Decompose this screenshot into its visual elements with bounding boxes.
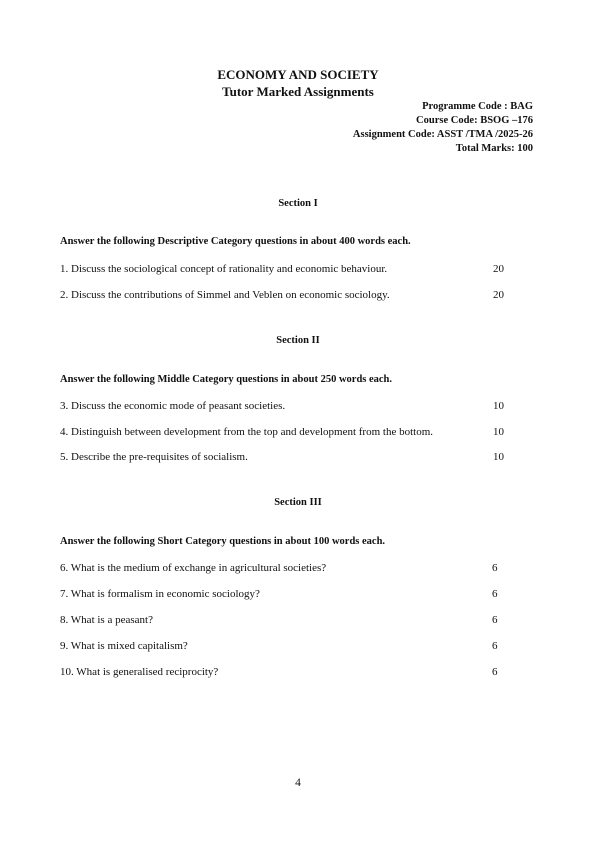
question-marks: 6 xyxy=(492,562,498,574)
question-text: 2. Discuss the contributions of Simmel and Veblen on economic sociology. xyxy=(60,289,390,301)
section-2-title: Section II xyxy=(276,335,320,346)
document-subtitle: Tutor Marked Assignments xyxy=(222,84,374,99)
question-marks: 20 xyxy=(493,263,504,275)
page-number: 4 xyxy=(295,777,301,789)
programme-code: Programme Code : BAG xyxy=(422,101,533,112)
question-marks: 6 xyxy=(492,640,498,652)
section-1-title: Section I xyxy=(278,198,318,209)
question-text: 6. What is the medium of exchange in agricultural societies? xyxy=(60,562,327,574)
document-title: ECONOMY AND SOCIETY xyxy=(217,67,379,82)
question-marks: 6 xyxy=(492,588,498,600)
section-3-title: Section III xyxy=(274,497,322,508)
question-marks: 6 xyxy=(492,614,498,626)
question-text: 10. What is generalised reciprocity? xyxy=(60,666,219,678)
assignment-code: Assignment Code: ASST /TMA /2025-26 xyxy=(352,129,533,140)
question-marks: 10 xyxy=(493,426,504,438)
section-2-instruction: Answer the following Middle Category questions in about 250 words each. xyxy=(60,374,393,385)
question-text: 8. What is a peasant? xyxy=(60,614,153,626)
section-3-instruction: Answer the following Short Category questions in about 100 words each. xyxy=(60,536,386,547)
question-text: 1. Discuss the sociological concept of rationality and economic behaviour. xyxy=(60,263,388,275)
question-marks: 20 xyxy=(493,289,504,301)
total-marks: Total Marks: 100 xyxy=(455,143,533,154)
question-marks: 6 xyxy=(492,666,498,678)
question-text: 5. Describe the pre-requisites of socialism. xyxy=(60,451,248,463)
section-1-instruction: Answer the following Descriptive Category questions in about 400 words each. xyxy=(60,236,411,247)
question-marks: 10 xyxy=(493,451,504,463)
question-marks: 10 xyxy=(493,400,504,412)
question-text: 9. What is mixed capitalism? xyxy=(60,640,188,652)
course-code: Course Code: BSOG –176 xyxy=(416,115,533,126)
question-text: 3. Discuss the economic mode of peasant societies. xyxy=(60,400,286,412)
question-text: 4. Distinguish between development from the top and development from the bottom. xyxy=(60,426,434,438)
question-text: 7. What is formalism in economic sociology? xyxy=(60,588,260,600)
